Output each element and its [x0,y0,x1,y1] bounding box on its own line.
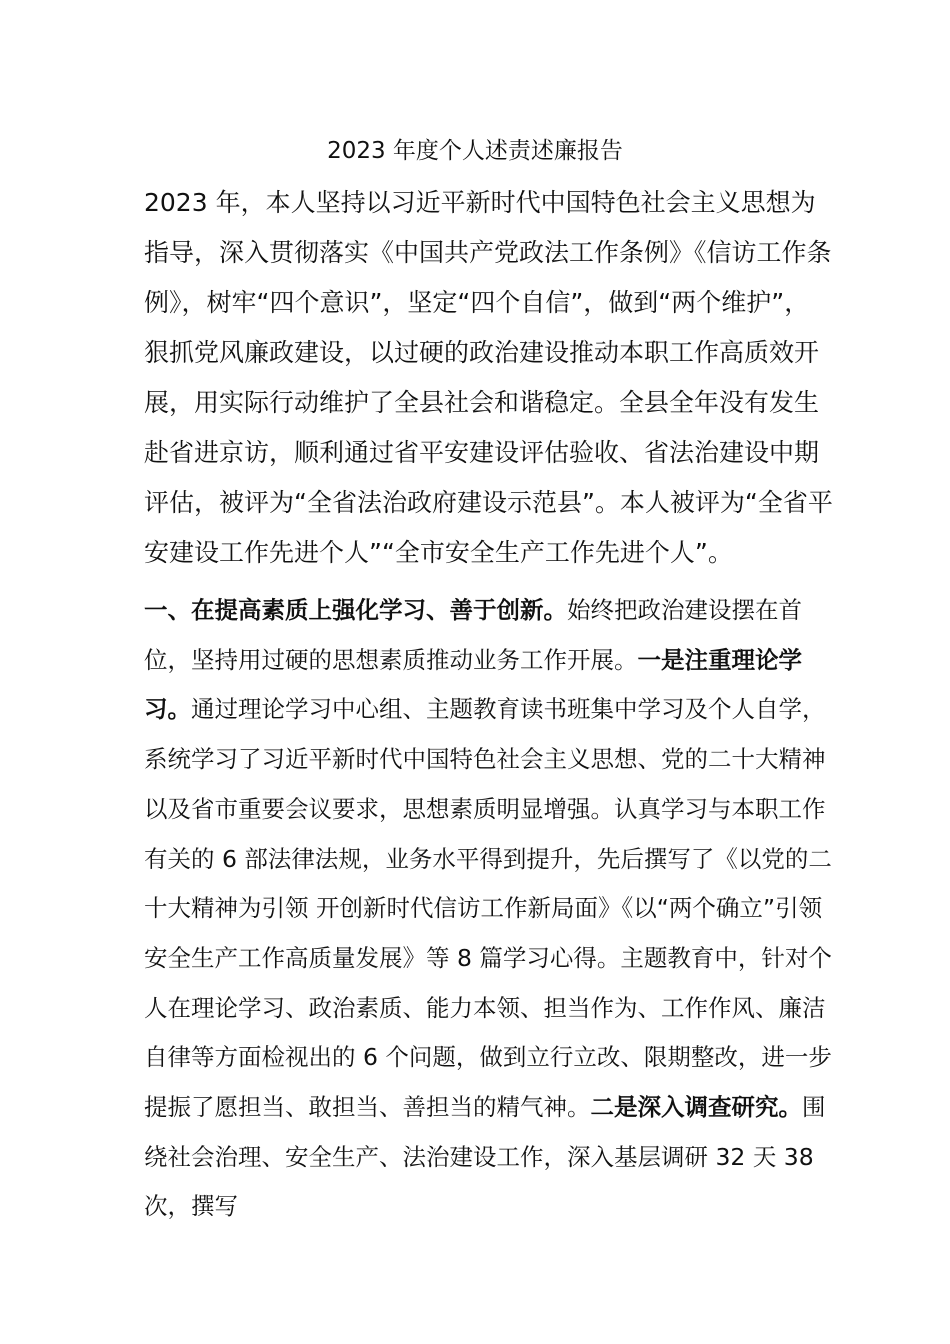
intro-paragraph: 2023 年，本人坚持以习近平新时代中国特色社会主义思想为指导，深入贯彻落实《中国共产党政法工作条例》《信访工作条例》，树牢“四个意识”，坚定“四个自信”，做到“两个维护”，狠抓党风廉政建设，以过硬的政治建设推动本职工作高质效开展，用实际行动维护了全县社会和谐稳定。全县全年没有发生赴省进京访，顺利通过省平安建设评估验收、省法治建设中期评估，被评为“全省法治政府建设示范县”。本人被评为“全省平安建设工作先进个人”“全市安全生产工作先进个人”。 [144,188,833,567]
point-2-heading: 二是深入调查研究。 [590,1093,802,1122]
point-2-text: 围绕社会治理、安全生产、法治建设工作，深入基层调研 32 天 38 次，撰写 [144,1093,826,1221]
section-1-paragraph [144,586,834,1232]
section-1-heading: 一、在提高素质上强化学习、善于创新。 [144,596,567,624]
document-body [144,178,834,1232]
section-1-text: 始终把政治建设摆在首位，坚持用过硬的思想素质推动业务工作开展。 [144,596,802,674]
document-title: 2023 年度个人述责述廉报告 [327,138,623,164]
point-1-text: 通过理论学习中心组、主题教育读书班集中学习及个人自学，系统学习了习近平新时代中国特色社会主义思想、党的二十大精神以及省市重要会议要求，思想素质明显增强。认真学习与本职工作有关的 6 部法律法规，业务水平得到提升，先后撰写了《以党的二十大精神为引领 开创新时代信访工作新局面》《以“两个确立”引领安全生产工作高质量发展》等 8 篇学习心得。主题教育中，针对个人在理论学习、政治素质、能力本领、担当作为、工作作风、廉洁自律等方面检视出的 6 个问题，做到立行立改、限期整改，进一步提振了愿担当、敢担当、善担当的精气神。 [144,695,832,1122]
point-1-heading: 一是注重理论学习。 [144,645,802,724]
